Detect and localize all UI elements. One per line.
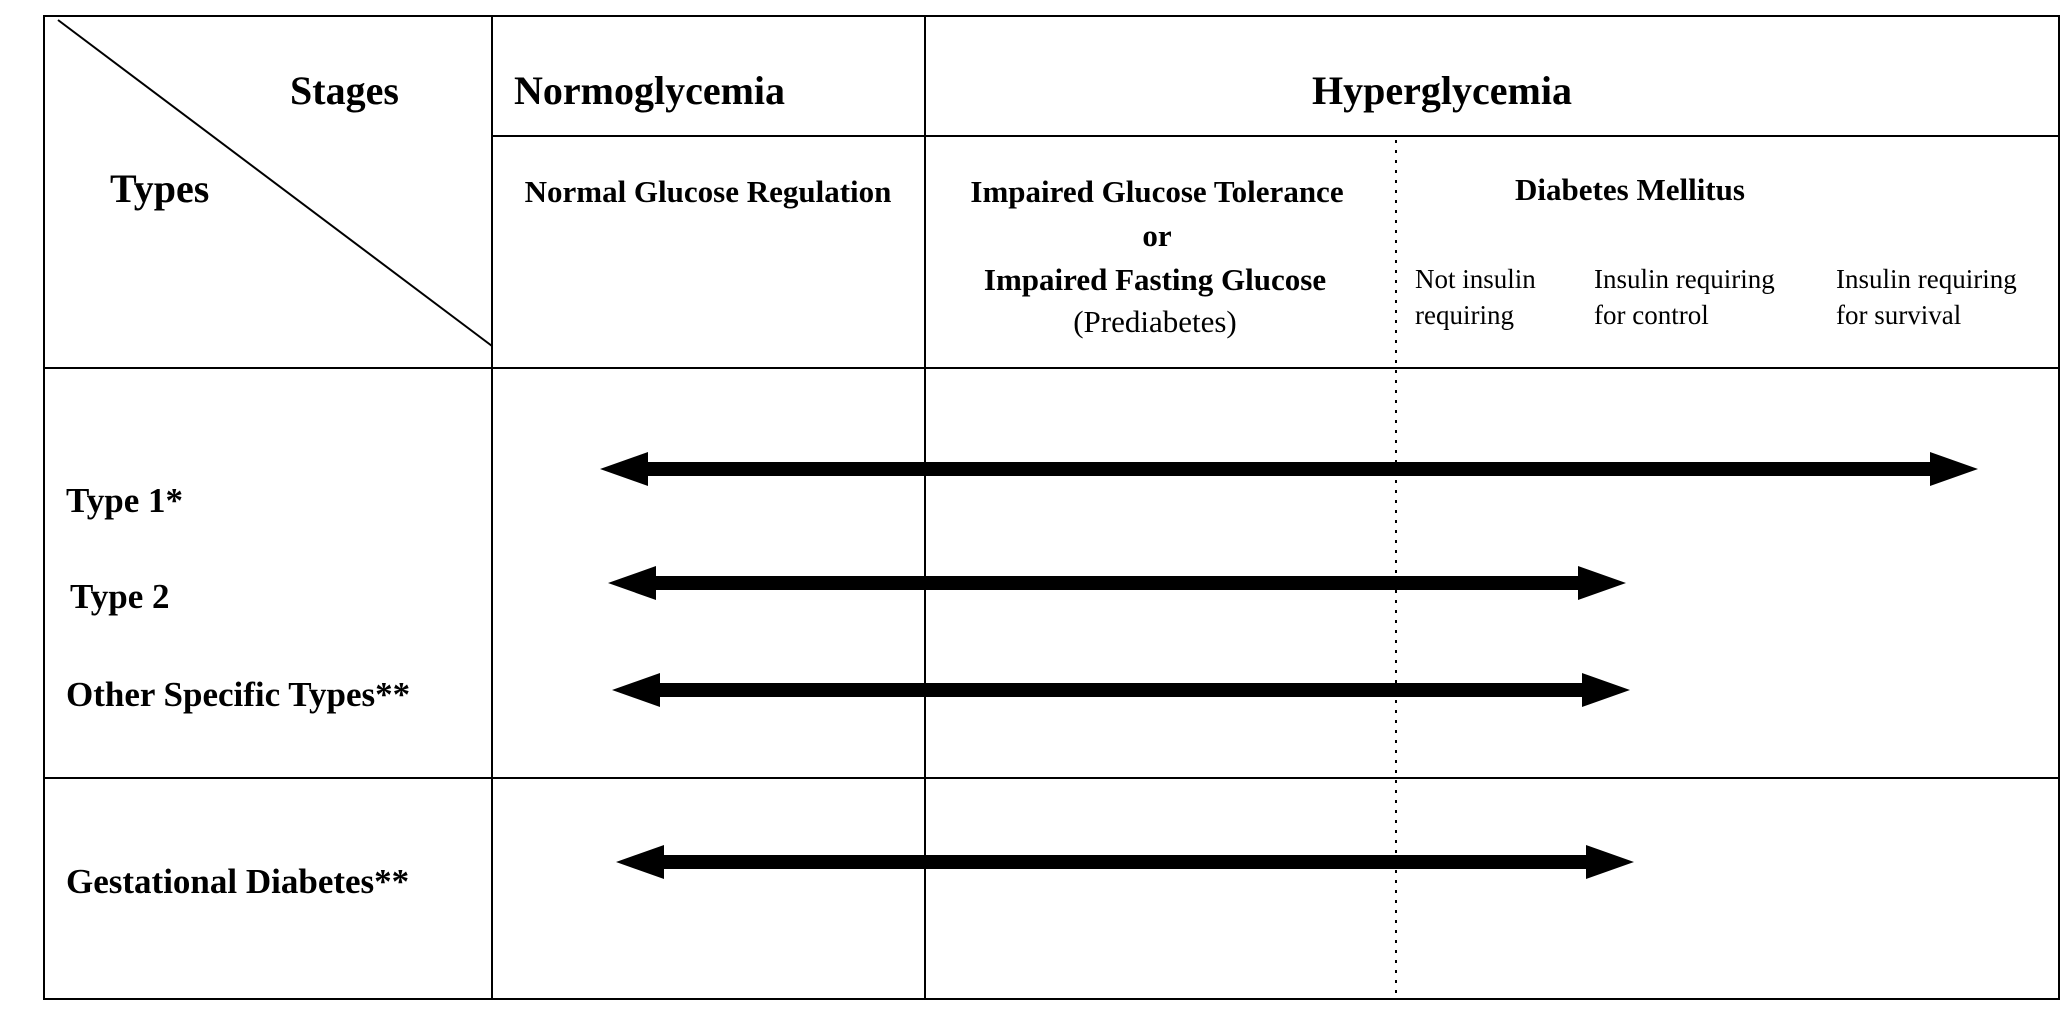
insulin-survival-line2: for survival: [1836, 300, 1962, 330]
not-insulin-line2: requiring: [1415, 300, 1514, 330]
row-label-gestational-diabetes: Gestational Diabetes**: [66, 862, 410, 901]
arrow-other-specific-types: [612, 673, 1630, 707]
normoglycemia-header: Normoglycemia: [514, 68, 786, 113]
diabetes-mellitus-header: Diabetes Mellitus: [1515, 172, 1745, 207]
igt-line2: or: [1142, 218, 1172, 253]
row-label-type-1: Type 1*: [66, 481, 183, 520]
insulin-control-line2: for control: [1594, 300, 1709, 330]
stages-label: Stages: [290, 68, 399, 113]
hyperglycemia-header: Hyperglycemia: [1312, 68, 1572, 113]
insulin-survival-line1: Insulin requiring: [1836, 264, 2017, 294]
arrow-type-1: [600, 452, 1978, 486]
insulin-control-line1: Insulin requiring: [1594, 264, 1775, 294]
arrow-type-2: [608, 566, 1626, 600]
arrow-gestational-diabetes: [616, 845, 1634, 879]
table-frame: [44, 16, 2059, 999]
not-insulin-line1: Not insulin: [1415, 264, 1536, 294]
normal-glucose-regulation-header: Normal Glucose Regulation: [524, 174, 892, 209]
igt-line4: (Prediabetes): [1073, 304, 1237, 339]
types-label: Types: [110, 166, 210, 211]
igt-line1: Impaired Glucose Tolerance: [970, 174, 1344, 209]
row-label-other-specific-types: Other Specific Types**: [66, 675, 411, 714]
igt-line3: Impaired Fasting Glucose: [983, 262, 1327, 297]
row-label-type-2: Type 2: [70, 577, 170, 616]
